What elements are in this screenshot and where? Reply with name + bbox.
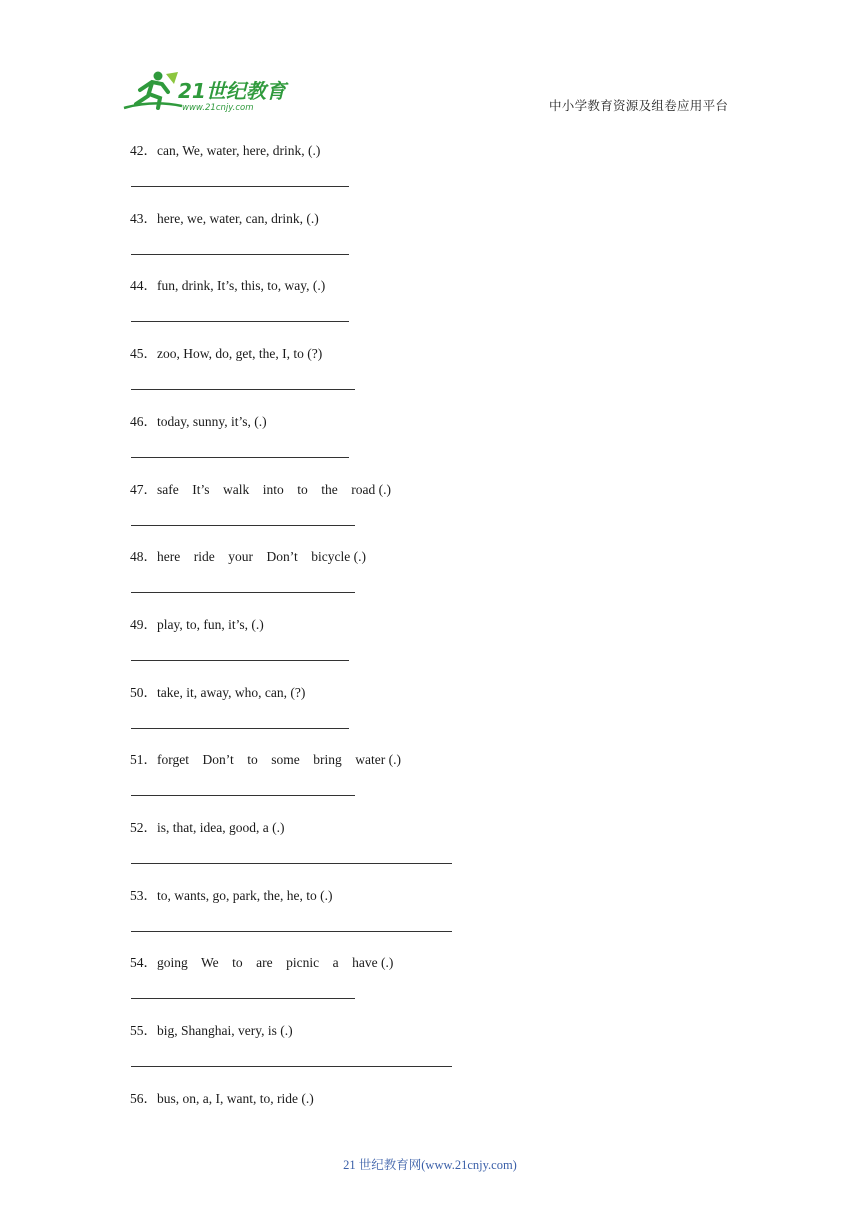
answer-line[interactable] [131,795,355,796]
platform-title: 中小学教育资源及组卷应用平台 [549,98,729,113]
question-number: 44． [130,278,157,294]
question-number: 45． [130,346,157,362]
question-text: today, sunny, it’s, (.) [157,413,267,429]
answer-line[interactable] [131,660,349,661]
question-number: 50． [130,684,157,700]
question-item [130,681,305,701]
site-logo [122,68,292,114]
question-text: forget Don’t to some bring water (.) [157,752,401,768]
answer-line[interactable] [131,186,349,187]
question-item [130,478,391,498]
svg-text:21世纪教育: 21世纪教育 [178,79,286,103]
answer-line[interactable] [131,321,349,322]
question-number: 48． [130,549,157,565]
question-number: 54． [130,955,157,971]
question-text: take, it, away, who, can, (?) [157,684,306,700]
question-item [130,816,284,836]
question-number: 56． [130,1090,157,1106]
question-item [130,1087,314,1107]
question-text: going We to are picnic a have (.) [157,955,394,971]
question-item [130,410,267,430]
question-text: is, that, idea, good, a (.) [157,820,285,835]
answer-line[interactable] [131,998,355,999]
question-text: zoo, How, do, get, the, I, to (?) [157,346,323,362]
question-text: here, we, water, can, drink, (.) [157,210,319,226]
question-item [130,613,264,633]
question-item [130,342,322,362]
question-number: 53． [130,887,157,903]
footer-text: 21 世纪教育网(www.21cnjy.com) [343,1158,517,1172]
question-number: 46． [130,413,157,429]
answer-line[interactable] [131,525,355,526]
question-text: big, Shanghai, very, is (.) [157,1023,293,1039]
answer-line[interactable] [131,931,452,932]
answer-line[interactable] [131,1066,452,1067]
question-item [130,139,320,159]
question-number: 51． [130,752,157,768]
question-number: 49． [130,616,157,632]
question-text: here ride your Don’t bicycle (.) [157,549,366,565]
question-text: safe It’s walk into to the road (.) [157,481,391,497]
question-item [130,951,393,971]
question-number: 43． [130,210,157,226]
answer-line[interactable] [131,389,355,390]
question-number: 55． [130,1023,157,1039]
question-item [130,545,366,565]
svg-text:www.21cnjy.com: www.21cnjy.com [182,103,254,113]
answer-line[interactable] [131,592,355,593]
answer-line[interactable] [131,457,349,458]
question-text: can, We, water, here, drink, (.) [157,143,321,158]
question-item [130,207,319,227]
question-number: 52． [130,820,157,835]
answer-line[interactable] [131,863,452,864]
runner-logo-icon [122,68,292,114]
question-item [130,274,325,294]
answer-line[interactable] [131,254,349,255]
question-text: fun, drink, It’s, this, to, way, (.) [157,278,326,294]
question-item [130,884,332,904]
question-number: 42． [130,143,157,158]
question-number: 47． [130,481,157,497]
question-item [130,1019,293,1039]
answer-line[interactable] [131,728,349,729]
question-text: play, to, fun, it’s, (.) [157,616,264,632]
question-item [130,748,401,768]
question-text: to, wants, go, park, the, he, to (.) [157,887,333,903]
question-text: bus, on, a, I, want, to, ride (.) [157,1090,314,1106]
